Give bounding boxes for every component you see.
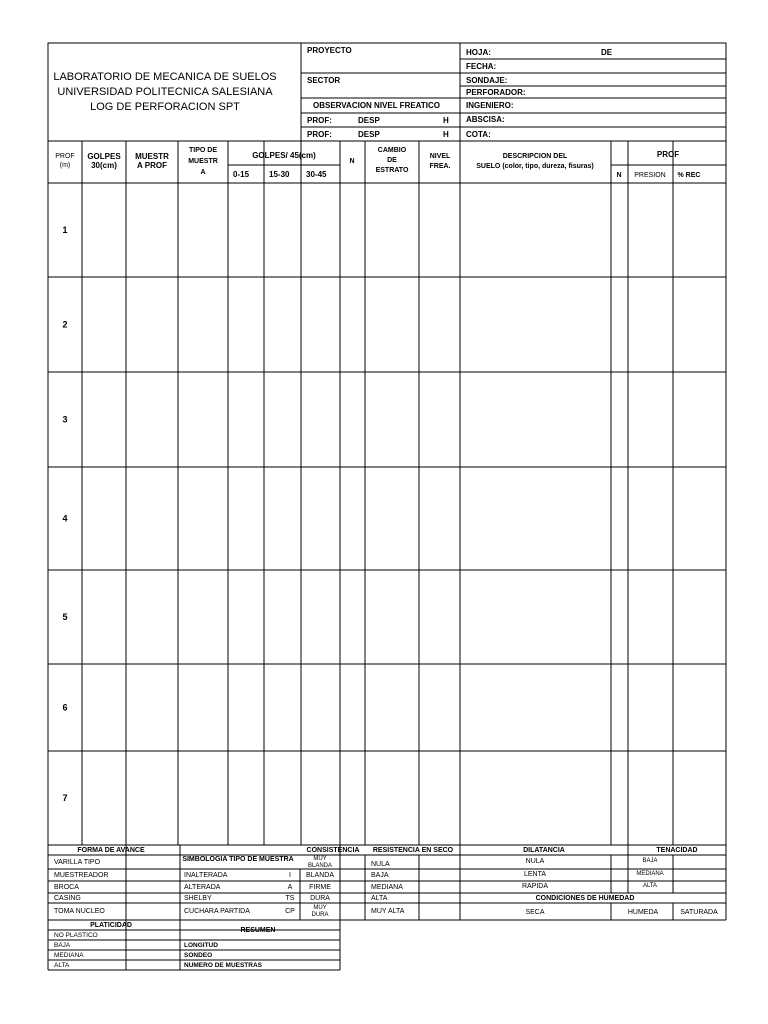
observacion-label: OBSERVACION NIVEL FREATICO [313, 101, 440, 110]
col-muestra-prof: MUESTR [135, 152, 169, 161]
humedad-item: HUMEDA [627, 909, 659, 916]
resistencia-item: MEDIANA [371, 884, 403, 891]
form-title: UNIVERSIDAD POLITECNICA SALESIANA [57, 86, 273, 98]
resumen-item: LONGITUD [184, 942, 218, 949]
tenacidad-item: ALTA [642, 883, 658, 889]
col-prof-m: (m) [59, 162, 71, 169]
hoja-label: HOJA: [466, 48, 491, 57]
col-golpes-sub: 15-30 [269, 170, 290, 179]
simbologia-item: CUCHARA PARTIDA [184, 908, 250, 915]
col-tipo-muestra: TIPO DE [188, 147, 218, 154]
tenacidad-item: MEDIANA [636, 871, 664, 877]
col-n: N [349, 158, 355, 165]
form-title: LABORATORIO DE MECANICA DE SUELOS [53, 71, 277, 83]
legend-title: CONSISTENCIA [306, 847, 360, 854]
legend-title: SIMBOLOGIA TIPO DE MUESTRA [182, 856, 294, 863]
resumen-item: SONDEO [184, 952, 213, 959]
simbologia-code: CP [285, 908, 295, 915]
form-title: LOG DE PERFORACION SPT [90, 101, 240, 113]
header-field-label: PERFORADOR: [466, 88, 526, 97]
tenacidad-item: BAJA [642, 858, 658, 864]
consistencia-item: BLANDA [305, 872, 335, 879]
legend-title: RESUMEN [240, 927, 276, 934]
forma-avance-item: TOMA NUCLEO [54, 908, 105, 915]
resumen-item: NUMERO DE MUESTRAS [184, 962, 263, 969]
row-depth-label: 6 [62, 702, 68, 713]
col-golpes-30: 30(cm) [91, 161, 117, 170]
header-field-label: SONDAJE: [466, 76, 508, 85]
forma-avance-item: BROCA [54, 884, 79, 891]
resistencia-item: MUY ALTA [371, 908, 405, 915]
col-cambio-estrato: CAMBIO [377, 147, 407, 154]
forma-avance-item: CASING [54, 895, 81, 902]
legend-title: PLATICIDAD [90, 922, 132, 929]
col-prof-m: PROF [55, 153, 75, 160]
prof-label: PROF: [307, 116, 332, 125]
resistencia-item: BAJA [371, 872, 389, 879]
consistencia-item: FIRME [309, 884, 331, 891]
prof-label: PROF: [307, 130, 332, 139]
col-cambio-estrato: DE [387, 157, 397, 164]
dilatancia-item: LENTA [523, 871, 547, 878]
consistencia-item: MUY [313, 856, 327, 862]
h-label: H [443, 130, 449, 139]
col-descripcion: DESCRIPCION DEL [502, 153, 568, 160]
col-prof-sub: N [616, 172, 622, 179]
legend-title: DILATANCIA [523, 847, 565, 854]
row-depth-label: 5 [62, 612, 68, 622]
desp-label: DESP [358, 116, 380, 125]
simbologia-item: ALTERADA [184, 884, 221, 891]
row-depth-label: 1 [62, 225, 68, 235]
header-field-label: FECHA: [466, 62, 497, 71]
legend-title: CONDICIONES DE HUMEDAD [535, 895, 635, 902]
header-field-label: COTA: [466, 130, 491, 139]
dilatancia-item: RAPIDA [521, 883, 549, 890]
resistencia-item: NULA [371, 861, 390, 868]
col-descripcion: SUELO (color, tipo, dureza, fisuras) [476, 163, 594, 170]
col-golpes-30: GOLPES [87, 152, 121, 161]
col-cambio-estrato: ESTRATO [375, 167, 409, 174]
legend-title: TENACIDAD [656, 847, 698, 854]
col-nivel-frea: FREA. [429, 163, 451, 170]
resistencia-item: ALTA [371, 895, 388, 902]
log-table-frame [48, 141, 726, 845]
de-label: DE [601, 48, 613, 57]
col-tipo-muestra: A [200, 169, 206, 176]
simbologia-item: INALTERADA [184, 872, 228, 879]
header-field-label: ABSCISA: [466, 115, 505, 124]
platicidad-item: BAJA [54, 942, 71, 949]
simbologia-code: TS [285, 895, 295, 902]
consistencia-item: MUY [313, 905, 327, 911]
legend-title: FORMA DE AVANCE [77, 847, 145, 854]
header-field-label: INGENIERO: [466, 101, 514, 110]
proyecto-label: PROYECTO [307, 46, 352, 55]
humedad-item: SATURADA [680, 909, 718, 916]
col-golpes-sub: 30-45 [306, 170, 327, 179]
dilatancia-item: NULA [525, 858, 545, 865]
col-tipo-muestra: MUESTR [188, 158, 218, 165]
humedad-item: SECA [525, 909, 545, 916]
col-golpes-sub: 0-15 [233, 170, 250, 179]
simbologia-code: I [289, 872, 291, 879]
col-prof-sub: % REC [677, 172, 701, 179]
platicidad-item: ALTA [54, 962, 70, 969]
col-nivel-frea: NIVEL [429, 153, 451, 160]
col-prof-right: PROF [656, 150, 680, 159]
col-golpes-45: GOLPES/ 45(cm) [252, 151, 316, 160]
forma-avance-item: VARILLA TIPO [54, 859, 101, 866]
simbologia-item: SHELBY [184, 895, 212, 902]
simbologia-code: A [287, 884, 293, 891]
platicidad-item: NO PLASTICO [54, 932, 98, 939]
row-depth-label: 3 [62, 414, 68, 425]
row-depth-label: 4 [62, 513, 68, 524]
col-prof-sub: PRESION [634, 172, 666, 179]
platicidad-item: MEDIANA [54, 952, 84, 959]
desp-label: DESP [358, 130, 380, 139]
col-muestra-prof: A PROF [137, 161, 167, 170]
row-depth-label: 2 [62, 319, 68, 330]
forma-avance-item: MUESTREADOR [54, 872, 109, 879]
sector-label: SECTOR [307, 76, 341, 85]
consistencia-item: BLANDA [307, 863, 333, 869]
legend-title: RESISTENCIA EN SECO [372, 847, 454, 854]
consistencia-item: DURA [310, 895, 330, 902]
row-depth-label: 7 [62, 793, 68, 803]
h-label: H [443, 116, 449, 125]
consistencia-item: DURA [311, 912, 329, 918]
